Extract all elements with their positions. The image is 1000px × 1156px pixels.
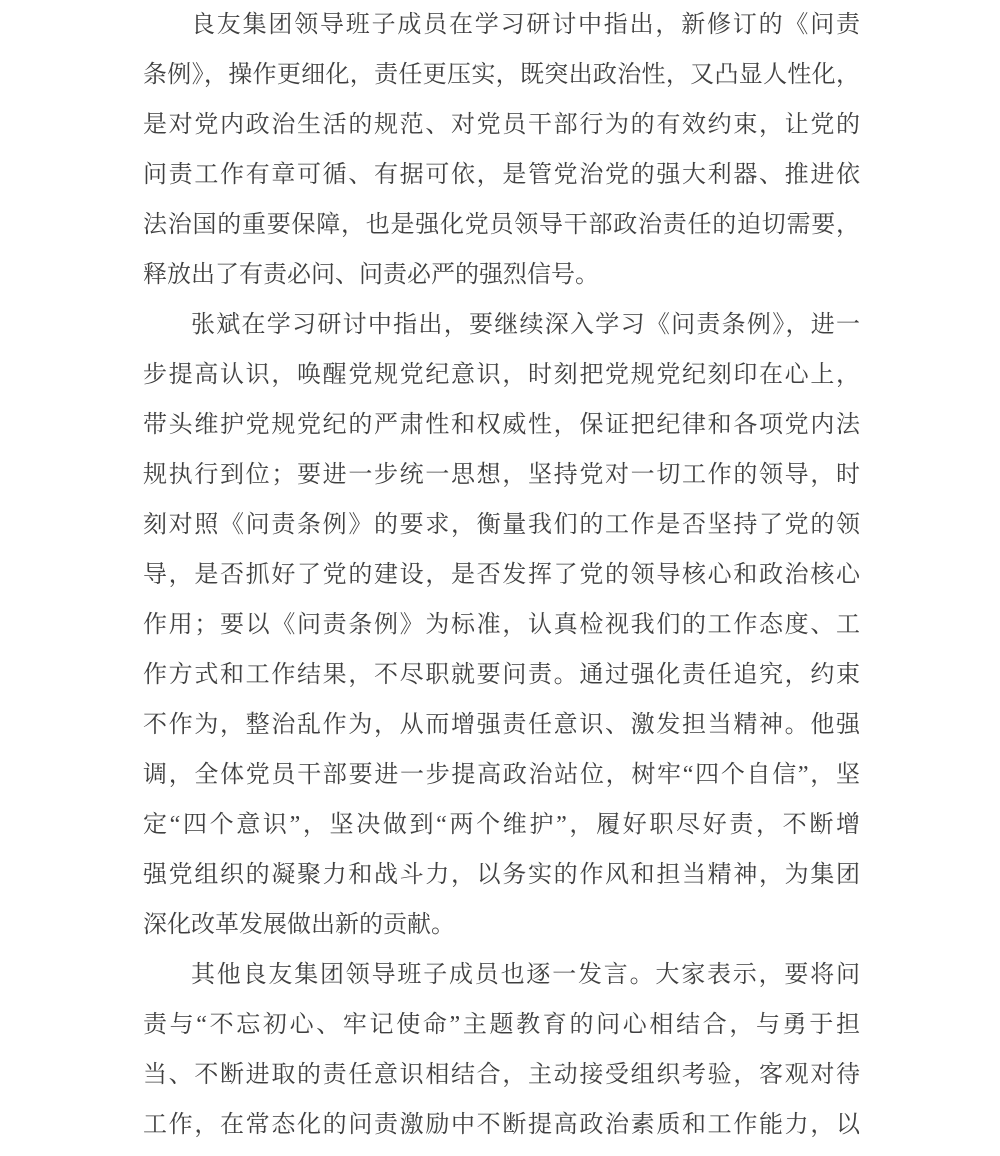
paragraph (143, 0, 860, 300)
document-body (143, 0, 860, 1150)
text-line: 步提高认识，唤醒党规党纪意识，时刻把党规党纪刻印在心上， (143, 362, 860, 388)
text-line: 强党组织的凝聚力和战斗力，以务实的作风和担当精神，为集团 (143, 862, 860, 888)
text-line: 释放出了有责必问、问责必严的强烈信号。 (143, 262, 599, 288)
text-line: 工作，在常态化的问责激励中不断提高政治素质和工作能力，以 (143, 1112, 860, 1138)
text-line: 问责工作有章可循、有据可依，是管党治党的强大利器、推进依 (143, 162, 860, 188)
text-line: 是对党内政治生活的规范、对党员干部行为的有效约束，让党的 (143, 112, 860, 138)
text-line: 调，全体党员干部要进一步提高政治站位，树牢“四个自信”，坚 (143, 762, 860, 788)
text-line: 条例》，操作更细化，责任更压实，既突出政治性，又凸显人性化， (143, 62, 860, 88)
text-line: 深化改革发展做出新的贡献。 (143, 912, 455, 938)
text-line: 导，是否抓好了党的建设，是否发挥了党的领导核心和政治核心 (143, 562, 860, 588)
text-line: 当、不断进取的责任意识相结合，主动接受组织考验，客观对待 (143, 1062, 860, 1088)
text-line: 作方式和工作结果，不尽职就要问责。通过强化责任追究，约束 (143, 662, 860, 688)
text-line: 不作为，整治乱作为，从而增强责任意识、激发担当精神。他强 (143, 712, 860, 738)
text-line: 规执行到位；要进一步统一思想，坚持党对一切工作的领导，时 (143, 462, 860, 488)
text-line: 张斌在学习研讨中指出，要继续深入学习《问责条例》，进一 (191, 312, 860, 338)
text-line: 带头维护党规党纪的严肃性和权威性，保证把纪律和各项党内法 (143, 412, 860, 438)
text-line: 责与“不忘初心、牢记使命”主题教育的问心相结合，与勇于担 (143, 1012, 860, 1038)
paragraph (143, 300, 860, 950)
paragraph (143, 950, 860, 1150)
text-line: 作用；要以《问责条例》为标准，认真检视我们的工作态度、工 (143, 612, 860, 638)
text-line: 定“四个意识”，坚决做到“两个维护”，履好职尽好责，不断增 (143, 812, 860, 838)
text-line: 法治国的重要保障，也是强化党员领导干部政治责任的迫切需要， (143, 212, 860, 238)
text-line: 刻对照《问责条例》的要求，衡量我们的工作是否坚持了党的领 (143, 512, 860, 538)
text-line: 良友集团领导班子成员在学习研讨中指出，新修订的《问责 (191, 12, 860, 38)
text-line: 其他良友集团领导班子成员也逐一发言。大家表示，要将问 (191, 962, 860, 988)
